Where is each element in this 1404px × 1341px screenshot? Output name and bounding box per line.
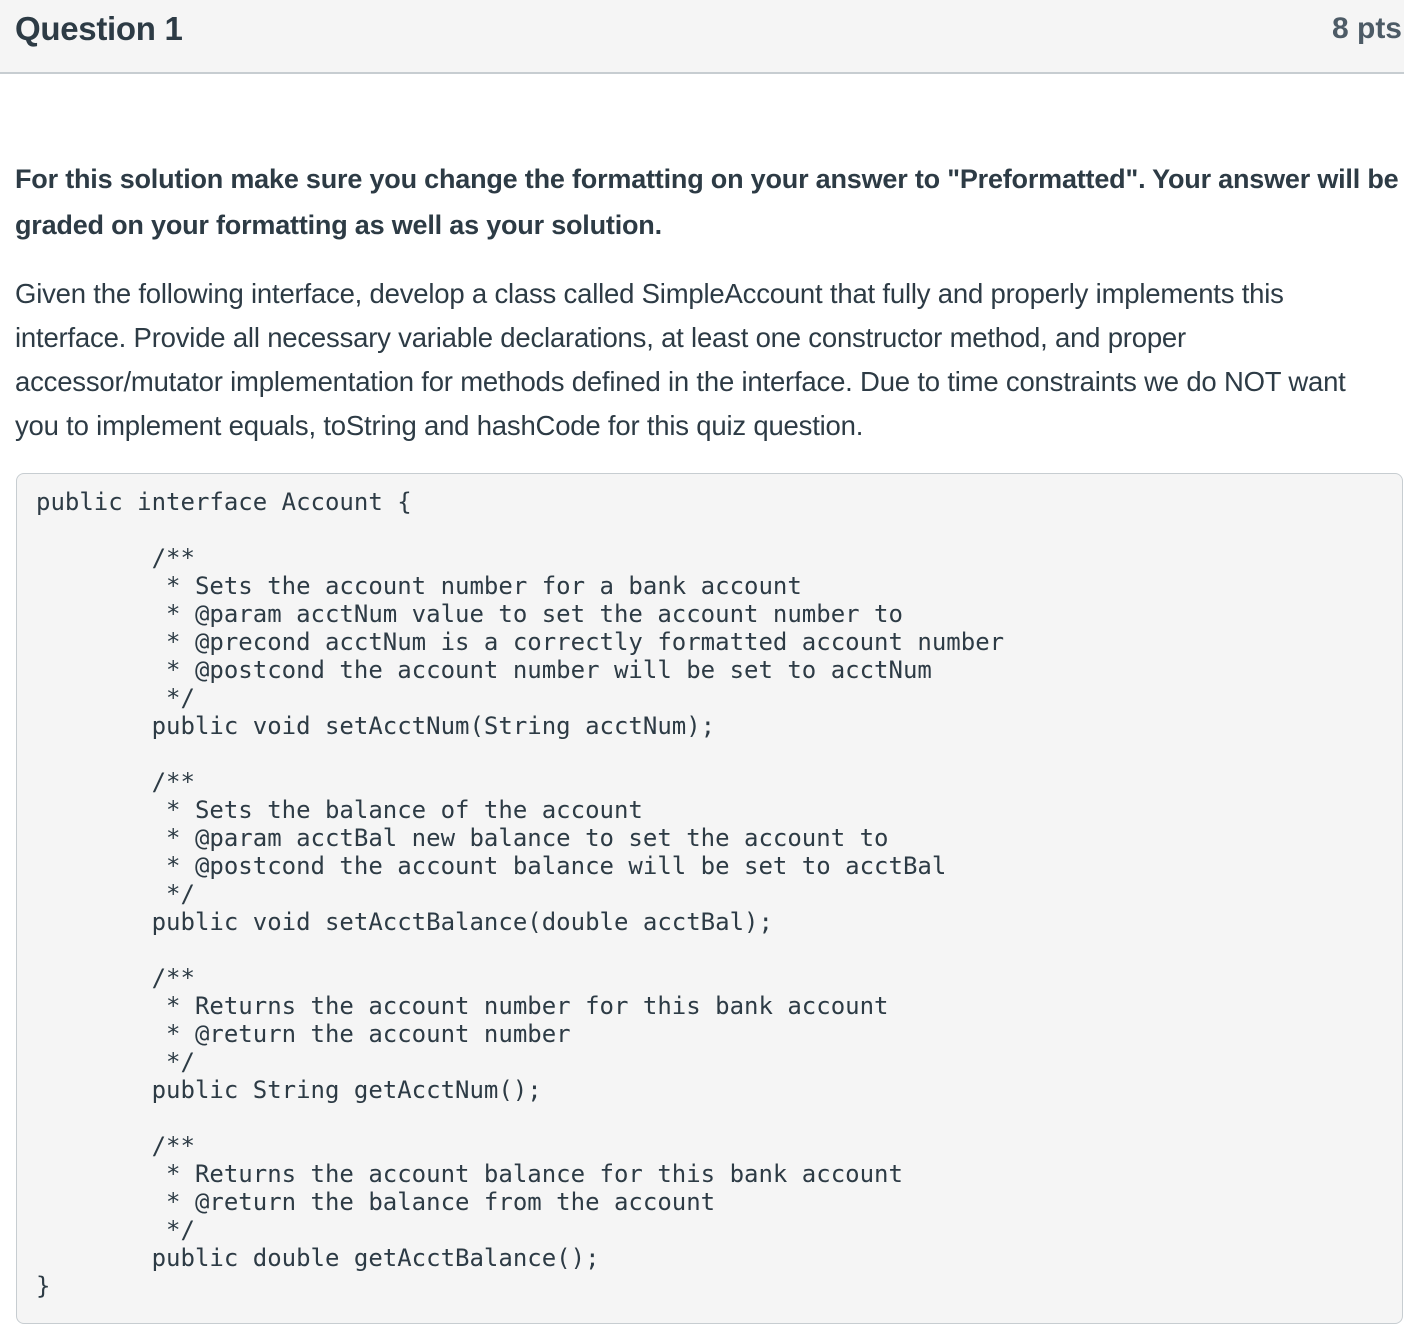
question-description: Given the following interface, develop a class called SimpleAccount that fully and properly implements this interface. Provide all necessary variable declarations, at least one constructor method, and proper accessor/mutator implementation for methods defined in the interface. Due to time constraints we do NOT want you to implement equals, toString and hashCode for this quiz question.: [15, 278, 1346, 441]
formatting-instruction: For this solution make sure you change the formatting on your answer to "Preformatted". Your answer will be graded on your formatting as well as your solution.: [15, 164, 1399, 240]
question-header: [0, 0, 1404, 74]
interface-code: public interface Account { /** * Sets the account number for a bank account * @param acctNum value to set the account number to * @precond acctNum is a correctly formatted account number * @postcond the account number will be set to acctNum */ public void setAcctNum(String acctNum); /** * Sets the balance of the account * @param acctBal new balance to set the account to * @postcond the account balance will be set to acctBal */ public void setAcctBalance(double acctBal); /** * Returns the account number for this bank account * @return the account number */ public String getAcctNum(); /** * Returns the account balance for this bank account * @return the balance from the account */ public double getAcctBalance(); }: [36, 488, 1005, 1300]
question-points: 8 pts: [1331, 12, 1402, 45]
code-block: [16, 473, 1403, 1324]
question-title: Question 1: [15, 10, 183, 47]
